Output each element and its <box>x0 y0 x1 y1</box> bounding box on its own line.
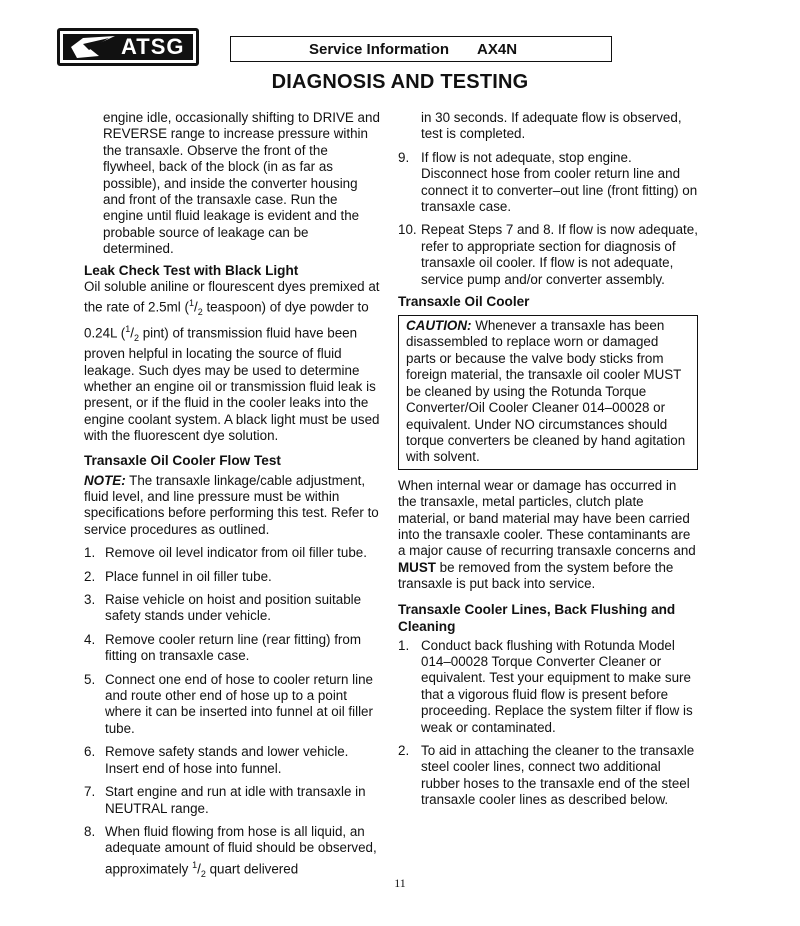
list-item: 2. To aid in attaching the cleaner to the transaxle steel cooler lines, connect two additional rubber hoses to the transaxle end of the steel transaxle cooler lines as described below. <box>398 743 695 808</box>
list-item: 6. Remove safety stands and lower vehicle. Insert end of hose into funnel. <box>84 744 349 776</box>
logo-text: ATSG <box>121 34 185 59</box>
list-item: 10. Repeat Steps 7 and 8. If flow is now adequate, refer to appropriate section for diagnosis of transaxle oil cooler. If flow is not adequate, service pump and/or converter assembly. <box>398 222 698 287</box>
list-item: 3. Raise vehicle on hoist and position suitable safety stands under vehicle. <box>84 592 362 624</box>
service-info-banner <box>230 36 612 62</box>
page-number: 11 <box>394 876 406 890</box>
contamination-paragraph: When internal wear or damage has occurred in the transaxle, metal particles, clutch plate material, or band material may have been carried into the transaxle cooler. These contaminants are a major cause of recurring transaxle concerns and MUST be removed from the system before the transaxle is put back into service. <box>398 477 696 592</box>
leak-check-heading: Leak Check Test with Black Light <box>84 262 299 278</box>
list-item: 1. Conduct back flushing with Rotunda Model 014–00028 Torque Converter Cleaner or equivalent. Test your equipment to make sure that a vigorous fluid flow is present before proceeding. Replace the system filter if flow is weak or contaminated. <box>398 637 693 735</box>
list-item: 8. When fluid flowing from hose is all liquid, an adequate amount of fluid should be observed, approximately $^1/_2$ quart delivered <box>84 823 377 879</box>
flow-test-steps-continued <box>398 150 698 288</box>
logo-swoosh-icon <box>69 34 117 60</box>
caution-box <box>398 315 698 470</box>
atsg-logo <box>57 28 199 66</box>
list-item: 1. Remove oil level indicator from oil filler tube. <box>84 545 367 561</box>
left-column <box>84 110 380 882</box>
flush-steps <box>398 638 698 809</box>
model-label: AX4N <box>477 40 518 58</box>
right-column <box>398 110 698 809</box>
list-item: 4. Remove cooler return line (rear fitting) from fitting on transaxle case. <box>84 631 361 664</box>
list-item: 7. Start engine and run at idle with transaxle in NEUTRAL range. <box>84 784 366 816</box>
service-label: Service Information <box>309 40 450 58</box>
note-label: NOTE: <box>84 472 126 488</box>
cooler-lines-heading: Transaxle Cooler Lines, Back Flushing and Cleaning <box>398 601 676 634</box>
caution-text: Whenever a transaxle has been disassembled to replace worn or damaged parts or because the valve body sticks from foreign material, the transaxle oil cooler MUST be cleaned by using the Rotunda Torque Converter/Oil Cooler Cleaner 014–00028 or equivalent. Under NO circumstances should torque converters be cleaned by hand agitation with solvent. <box>406 318 686 465</box>
list-item: 2. Place funnel in oil filler tube. <box>84 568 272 584</box>
step-8-continuation: in 30 seconds. If adequate flow is observed, test is completed. <box>421 110 682 142</box>
flow-test-steps <box>84 545 380 882</box>
flow-test-note: NOTE: The transaxle linkage/cable adjustment, fluid level, and line pressure must be within specifications before performing this test. Refer to service procedures as outlined. <box>84 472 379 537</box>
logo-panel <box>63 34 193 60</box>
flow-test-heading: Transaxle Oil Cooler Flow Test <box>84 452 281 468</box>
page-title: DIAGNOSIS AND TESTING <box>271 71 529 93</box>
oil-cooler-heading: Transaxle Oil Cooler <box>398 294 530 310</box>
list-item: 5. Connect one end of hose to cooler return line and route other end of hose up to a point where it can be inserted into funnel at oil filler tube. <box>84 671 373 736</box>
intro-paragraph: engine idle, occasionally shifting to DRIVE and REVERSE range to increase pressure within the transaxle. Observe the front of the flywheel, back of the block (in as far as possible), and inside the converter housing and front of the transaxle case. Run the engine until fluid leakage is evident and the probable source of leakage can be determined. <box>103 110 380 257</box>
leak-check-paragraph: Oil soluble aniline or flourescent dyes premixed at the rate of 2.5ml ($^1/_2$ teaspoon) of dye powder to 0.24L ($^1/_2$ pint) of transmission fluid have been proven helpful in locating the source of fluid leakage. Such dyes may be used to determine whether an engine oil or transmission fluid leak is present, or if the fluid in the cooler leaks into the engine coolant system. A black light must be used with the fluorescent dye solution. <box>84 278 380 444</box>
caution-label: CAUTION: <box>406 318 472 334</box>
list-item: 9. If flow is not adequate, stop engine. Disconnect hose from cooler return line and connect it to converter–out line (front fitting) on transaxle case. <box>398 149 698 215</box>
